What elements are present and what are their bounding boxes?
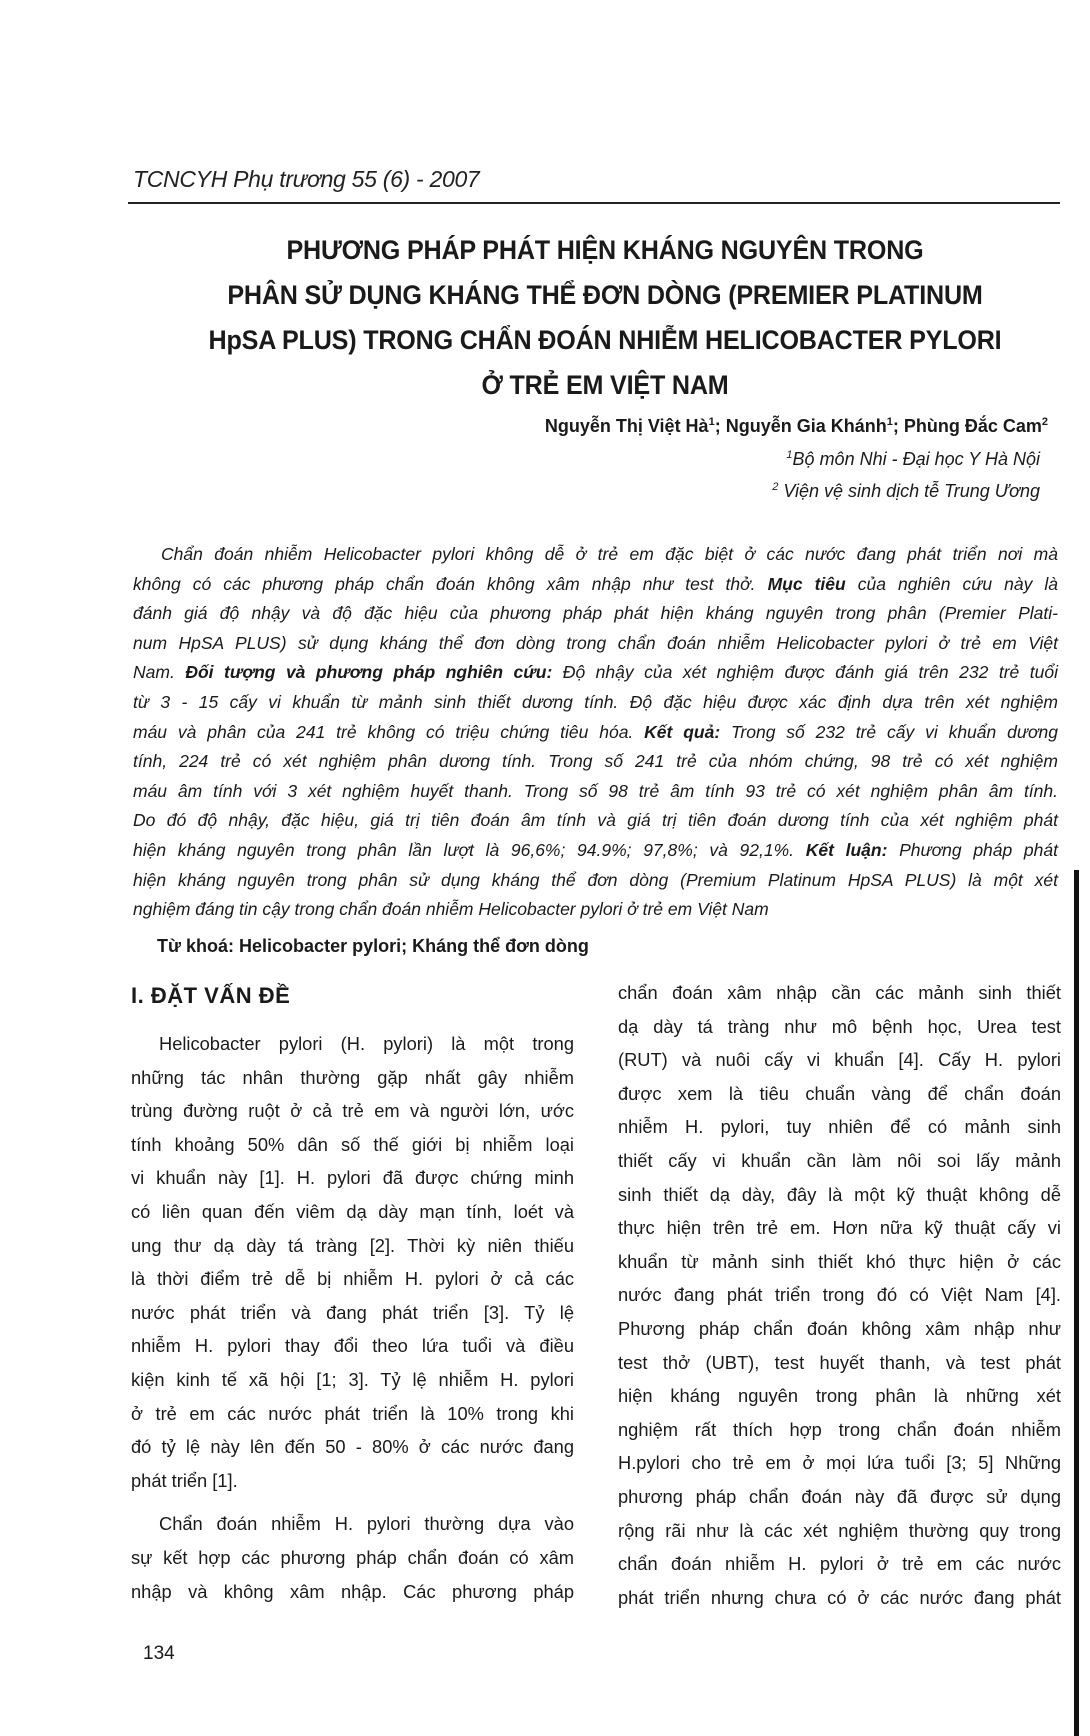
body-line: nhiễm H. pylori thay đổi theo lứa tuổi và điều xyxy=(131,1335,574,1357)
abstract-line xyxy=(133,540,1058,570)
abstract-text: đánh giá độ nhậy và độ đặc hiệu của phương pháp phát hiện kháng nguyên trong phân (Premier Plati- xyxy=(133,603,1058,624)
abstract-text: Chẩn đoán nhiễm Helicobacter pylori không dễ ở trẻ em đặc biệt ở các nước đang phát triển nơi mà xyxy=(161,544,1058,564)
body-line: sự kết hợp các phương pháp chẩn đoán có xâm xyxy=(131,1546,574,1568)
title-line: Ở TRẺ EM VIỆT NAM xyxy=(481,370,729,400)
abstract-text: Trong số 232 trẻ cấy vi khuẩn dương xyxy=(720,721,1058,742)
affiliation xyxy=(786,449,1040,470)
scan-edge xyxy=(1074,870,1079,1736)
abstract-label: Mục tiêu xyxy=(767,573,846,594)
author-sup: 2 xyxy=(1041,416,1048,428)
body-line: test thở (UBT), test huyết thanh, và test phát xyxy=(618,1351,1061,1373)
author-sup: 1 xyxy=(886,416,893,428)
body-line: phương pháp chẩn đoán này đã được sử dụng xyxy=(618,1485,1061,1507)
body-line: nhiễm H. pylori, tuy nhiên để có mảnh sinh xyxy=(618,1116,1061,1138)
affiliation-text: Bộ môn Nhi - Đại học Y Hà Nội xyxy=(792,449,1040,469)
abstract-text: num HpSA PLUS) sử dụng kháng thể đơn dòng trong chẩn đoán nhiễm Helicobacter pylori ở trẻ em Việt xyxy=(133,632,1058,653)
body-line: dạ dày tá tràng như mô bệnh học, Urea test xyxy=(618,1015,1061,1037)
body-line: tính khoảng 50% dân số thế giới bị nhiễm loại xyxy=(131,1133,574,1155)
body-line: là thời điểm trẻ dễ bị nhiễm H. pylori ở cả các xyxy=(131,1268,574,1290)
abstract-text: Do đó độ nhậy, đặc hiệu, giá trị tiên đoán âm tính và giá trị tiên đoán dương tính của xét nghiệm phát xyxy=(133,810,1058,831)
running-head: TCNCYH Phụ trương 55 (6) - 2007 xyxy=(133,166,480,192)
abstract-line xyxy=(133,895,1058,925)
author-sup: 1 xyxy=(708,416,715,428)
header-rule xyxy=(128,202,1060,204)
abstract-line xyxy=(133,747,1058,777)
keywords: Từ khoá: Helicobacter pylori; Kháng thể đơn dòng xyxy=(157,936,589,956)
abstract-text: hiện kháng nguyên trong phân sử dụng kháng thể đơn dòng (Premium Platinum HpSA PLUS) là một xét xyxy=(133,869,1058,890)
body-line: sinh thiết dạ dày, đây là một kỹ thuật không dễ xyxy=(618,1183,1061,1205)
affiliation-sup: 1 xyxy=(786,449,793,461)
abstract-line xyxy=(133,658,1058,688)
affiliation-text: Viện vệ sinh dịch tễ Trung Ương xyxy=(778,481,1040,501)
body-line: được xem là tiêu chuẩn vàng để chẩn đoán xyxy=(618,1082,1061,1104)
body-line: H.pylori cho trẻ em ở mọi lứa tuổi [3; 5] Những xyxy=(618,1452,1061,1474)
article-title xyxy=(110,228,1090,408)
author: ; Nguyễn Gia Khánh xyxy=(714,416,887,436)
body-line: trùng đường ruột ở cả trẻ em và người lớn, ước xyxy=(131,1100,574,1122)
body-line: thiết cấy vi khuẩn cần làm nôi soi lấy mảnh xyxy=(618,1149,1061,1171)
body-line: Phương pháp chẩn đoán không xâm nhập như xyxy=(618,1317,1061,1339)
body-line: Chẩn đoán nhiễm H. pylori thường dựa vào xyxy=(159,1513,574,1535)
title-line: HpSA PLUS) TRONG CHẨN ĐOÁN NHIỄM HELICOBACTER PYLORI xyxy=(208,325,1002,355)
abstract-text: của nghiên cứu này là xyxy=(845,573,1058,594)
abstract-label: Kết luận: xyxy=(805,839,888,860)
body-line: ở trẻ em các nước phát triển là 10% trong khi xyxy=(131,1402,574,1424)
abstract-text: từ 3 - 15 cấy vi khuẩn từ mảnh sinh thiết dương tính. Độ đặc hiệu được xác định dựa trên xét nghiệm xyxy=(133,691,1058,712)
body-line: (RUT) và nuôi cấy vi khuẩn [4]. Cấy H. pylori xyxy=(618,1049,1061,1071)
abstract-text: Độ nhậy của xét nghiệm được đánh giá trên 232 trẻ tuổi xyxy=(552,662,1058,683)
abstract-line xyxy=(133,777,1058,807)
body-line: phát triển [1]. xyxy=(131,1469,238,1491)
paragraph-gap xyxy=(131,1497,574,1507)
title-line: PHÂN SỬ DỤNG KHÁNG THỂ ĐƠN DÒNG (PREMIER PLATINUM xyxy=(227,280,983,310)
body-line: nghiệm rất thích hợp trong chẩn đoán nhiễm xyxy=(618,1418,1061,1440)
abstract-label: Đối tượng và phương pháp nghiên cứu: xyxy=(185,662,553,683)
body-line: phát triển nhưng chưa có ở các nước đang phát xyxy=(618,1586,1061,1608)
affiliation xyxy=(772,481,1040,502)
abstract-line xyxy=(133,836,1058,866)
abstract-line xyxy=(133,629,1058,659)
section-heading: I. ĐẶT VẤN ĐỀ xyxy=(131,983,291,1008)
affiliation-sup: 2 xyxy=(772,481,779,493)
abstract xyxy=(133,540,1058,925)
body-line: những tác nhân thường gặp nhất gây nhiễm xyxy=(131,1066,574,1088)
body-line: nhập và không xâm nhập. Các phương pháp xyxy=(131,1580,574,1602)
abstract-line xyxy=(133,599,1058,629)
abstract-text: Nam. xyxy=(133,662,186,683)
abstract-text: không có các phương pháp chẩn đoán không xâm nhập như test thở. xyxy=(133,573,768,594)
body-line: nước phát triển và đang phát triển [3]. Tỷ lệ xyxy=(131,1301,574,1323)
body-line: khuẩn từ mảnh sinh thiết khó thực hiện ở các xyxy=(618,1250,1061,1272)
abstract-text: hiện kháng nguyên trong phân lần lượt là 96,6%; 94.9%; 97,8%; và 92,1%. xyxy=(133,839,806,860)
page-number: 134 xyxy=(143,1643,175,1664)
body-line: thực hiện trên trẻ em. Hơn nữa kỹ thuật cấy vi xyxy=(618,1217,1061,1239)
body-line: chẩn đoán xâm nhập cần các mảnh sinh thiết xyxy=(618,982,1061,1003)
title-line: PHƯƠNG PHÁP PHÁT HIỆN KHÁNG NGUYÊN TRONG xyxy=(286,235,924,265)
author: ; Phùng Đắc Cam xyxy=(892,416,1042,436)
body-line: nước đang phát triển trong đó có Việt Nam [4]. xyxy=(618,1284,1061,1306)
abstract-text: máu và phân của 241 trẻ không có triệu chứng tiêu hóa. xyxy=(133,721,645,742)
abstract-line xyxy=(133,570,1058,600)
abstract-text: Phương pháp phát xyxy=(887,839,1058,860)
author: Nguyễn Thị Việt Hà xyxy=(544,416,709,436)
abstract-text: máu âm tính với 3 xét nghiệm huyết thanh. Trong số 98 trẻ âm tính 93 trẻ có xét nghiệm phân âm tính. xyxy=(133,780,1058,801)
body-line: kiện kinh tế xã hội [1; 3]. Tỷ lệ nhiễm H. pylori xyxy=(131,1368,574,1390)
abstract-line xyxy=(133,806,1058,836)
body-line: chẩn đoán nhiễm H. pylori ở trẻ em các nước xyxy=(618,1553,1061,1575)
authors xyxy=(545,416,1048,437)
abstract-line xyxy=(133,866,1058,896)
body-line: Helicobacter pylori (H. pylori) là một trong xyxy=(159,1033,574,1054)
body-line: hiện kháng nguyên trong phân là những xét xyxy=(618,1385,1061,1407)
right-column xyxy=(618,976,1061,1614)
body-line: có liên quan đến viêm dạ dày mạn tính, loét và xyxy=(131,1200,574,1222)
abstract-text: nghiệm đáng tin cậy trong chẩn đoán nhiễm Helicobacter pylori ở trẻ em Việt Nam xyxy=(133,899,769,920)
body-line: vi khuẩn này [1]. H. pylori đã được chứng minh xyxy=(131,1167,574,1189)
abstract-label: Kết quả: xyxy=(644,721,721,742)
body-line: rộng rãi như là các xét nghiệm thường quy trong xyxy=(618,1519,1061,1541)
body-line: đó tỷ lệ này lên đến 50 - 80% ở các nước đang xyxy=(131,1436,574,1458)
left-column xyxy=(131,1027,574,1608)
abstract-text: tính, 224 trẻ có xét nghiệm phân dương tính. Trong số 241 trẻ của nhóm chứng, 98 trẻ có xét nghiệm xyxy=(133,751,1058,772)
abstract-line xyxy=(133,718,1058,748)
body-line: ung thư dạ dày tá tràng [2]. Thời kỳ niên thiếu xyxy=(131,1234,574,1256)
abstract-line xyxy=(133,688,1058,718)
